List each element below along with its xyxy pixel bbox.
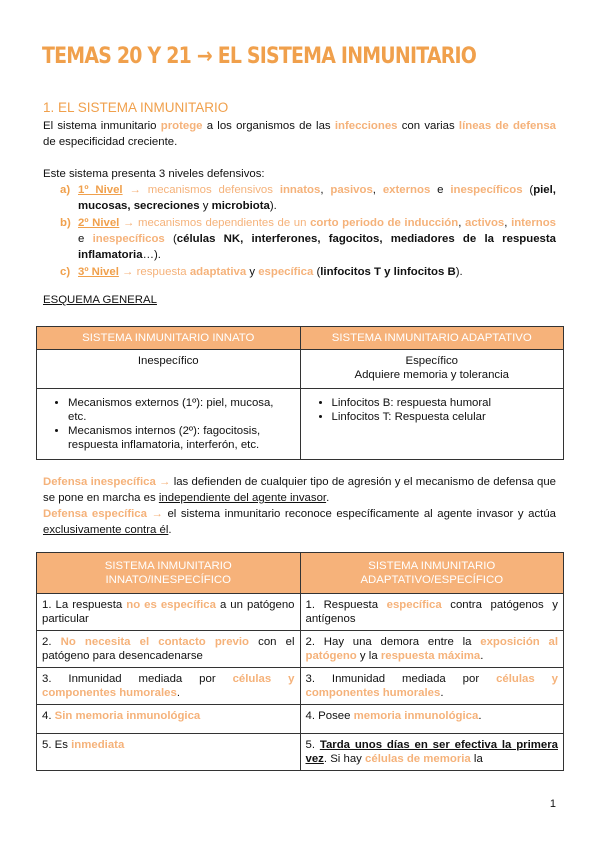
level-item: b) 2º Nivel → mecanismos dependientes de un corto periodo de inducción, activos, internos e inespecíficos (células NK, interferones, fagocitos, mediadores de la respuesta inflamatoria…). xyxy=(60,217,556,261)
defensa-inespecifica-paragraph: Defensa inespecífica → las defienden de cualquier tipo de agresión y el mecanismo de defensa que se pone en marcha es independiente del agente invasor. xyxy=(43,476,557,504)
table-cell: 3. Inmunidad mediada por células y componentes humorales. xyxy=(37,668,301,705)
table-row xyxy=(37,734,564,771)
table-header: SISTEMA INMUNITARIO INNATO xyxy=(37,327,301,350)
table-cell: 2. Hay una demora entre la exposición al patógeno y la respuesta máxima. xyxy=(300,631,564,668)
intro-paragraph: El sistema inmunitario protege a los organismos de las infecciones con varias líneas de defensa de especificidad creciente. xyxy=(43,120,556,148)
table-header-row xyxy=(37,553,564,594)
list-item: • Mecanismos internos (2º): fagocitosis, respuesta inflamatoria, interferón, etc. xyxy=(68,424,295,452)
table-header: SISTEMA INMUNITARIO ADAPTATIVO/ESPECÍFICO xyxy=(300,553,564,594)
section-heading: 1. EL SISTEMA INMUNITARIO xyxy=(43,100,229,115)
table-row xyxy=(37,350,564,389)
table-header: SISTEMA INMUNITARIO ADAPTATIVO xyxy=(300,327,564,350)
page-number: 1 xyxy=(549,798,556,810)
table-cell: 2. No necesita el contacto previo con el patógeno para desencadenarse xyxy=(37,631,301,668)
table-row xyxy=(37,705,564,734)
table-cell: 5. Es inmediata xyxy=(37,734,301,771)
table-cell: 3. Inmunidad mediada por células y componentes humorales. xyxy=(300,668,564,705)
table-row xyxy=(37,668,564,705)
list-item: • Linfocitos B: respuesta humoral xyxy=(332,396,559,410)
table-cell: 1. Respuesta específica contra patógenos y antígenos xyxy=(300,594,564,631)
levels-list xyxy=(60,182,556,281)
table-cell: Específico Adquiere memoria y tolerancia xyxy=(300,350,564,389)
levels-intro: Este sistema presenta 3 niveles defensivos: xyxy=(43,168,265,180)
table-row xyxy=(37,594,564,631)
defensa-especifica-paragraph: Defensa específica → el sistema inmunitario reconoce específicamente al agente invasor y actúa exclusivamente contra él. xyxy=(43,508,556,536)
comparativa-table xyxy=(36,552,564,771)
table-header: SISTEMA INMUNITARIO INNATO/INESPECÍFICO xyxy=(37,553,301,594)
list-item: • Linfocitos T: Respuesta celular xyxy=(332,410,559,424)
innato-list xyxy=(42,396,295,452)
list-item: • Mecanismos externos (1º): piel, mucosa, etc. xyxy=(68,396,295,424)
adaptativo-list xyxy=(306,396,559,424)
table-cell: 4. Posee memoria inmunológica. xyxy=(300,705,564,734)
page-title: TEMAS 20 Y 21 → EL SISTEMA INMUNITARIO xyxy=(42,44,477,69)
table-header-row xyxy=(37,327,564,350)
table-row xyxy=(37,389,564,460)
level-item: c) 3º Nivel → respuesta adaptativa y específica (linfocitos T y linfocitos B). xyxy=(60,266,463,278)
level-item: a) 1º Nivel → mecanismos defensivos innatos, pasivos, externos e inespecíficos (piel, mucosas, secreciones y microbiota). xyxy=(60,184,556,212)
table-cell: 5. Tarda unos días en ser efectiva la primera vez. Si hay células de memoria la xyxy=(300,734,564,771)
esquema-table xyxy=(36,326,564,460)
table-cell: 4. Sin memoria inmunológica xyxy=(37,705,301,734)
table-cell: 1. La respuesta no es específica a un patógeno particular xyxy=(37,594,301,631)
table-cell xyxy=(37,389,301,460)
esquema-general-label: ESQUEMA GENERAL xyxy=(43,294,157,306)
table-row xyxy=(37,631,564,668)
table-cell: Inespecífico xyxy=(37,350,301,389)
table-cell xyxy=(300,389,564,460)
